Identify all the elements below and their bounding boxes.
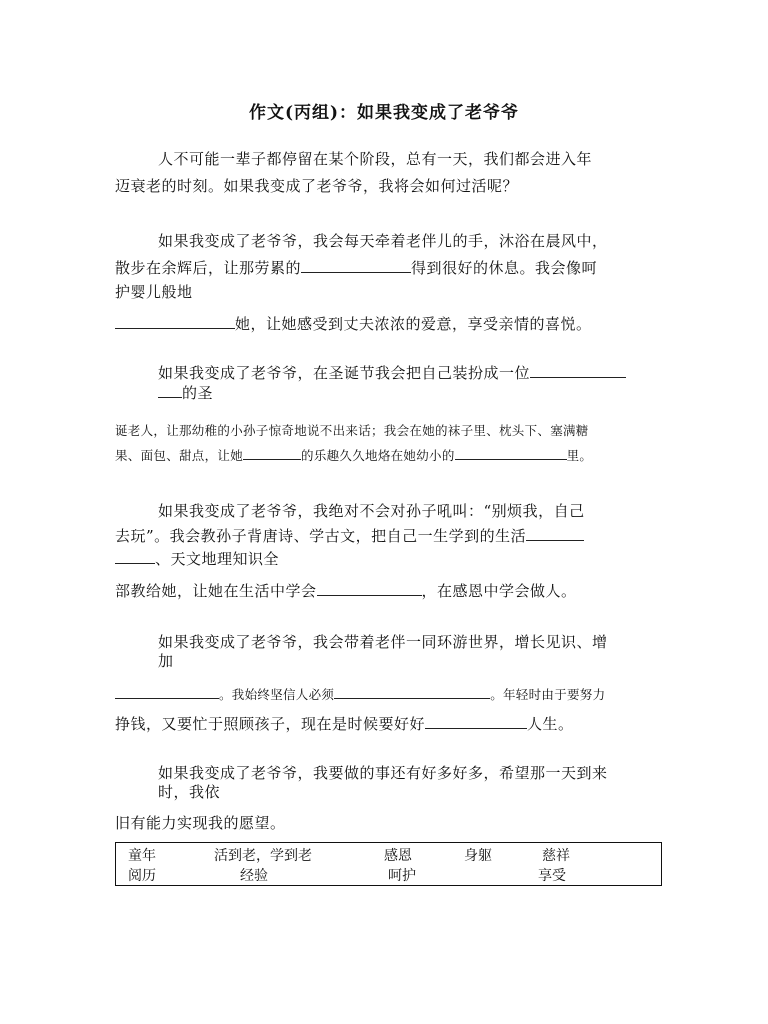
- word-bank-item: 活到老，学到老: [214, 848, 312, 864]
- fill-blank-6a[interactable]: [526, 526, 584, 541]
- p3-line-4: [115, 445, 592, 464]
- word-bank-item: 阅历: [128, 868, 156, 884]
- fill-blank-5[interactable]: [455, 445, 567, 460]
- p3-text-b: 的圣: [182, 384, 214, 402]
- p2-line-4: [115, 313, 592, 334]
- p4-line-4: [115, 580, 577, 601]
- p3-line-3: 诞老人，让那幼稚的小孙子惊奇地说不出来话；我会在她的袜子里、枕头下、塞满糖: [115, 423, 589, 438]
- p6-line-1: 如果我变成了老爷爷，我要做的事还有好多好多，希望那一天到来: [158, 764, 608, 782]
- p4-text-a: 去玩”。我会教孙子背唐诗、学古文，把自己一生学到的生活: [115, 527, 527, 545]
- p4-line-1: 如果我变成了老爷爷，我绝对不会对孙子吼叫：“别烦我，自己: [158, 502, 585, 520]
- p3-line-1: [158, 362, 626, 383]
- p5-line-3: [115, 684, 605, 703]
- p5-line-4: [115, 713, 574, 734]
- fill-blank-7[interactable]: [317, 581, 422, 596]
- p5-text-c: 挣钱，又要忙于照顾孩子，现在是时候要好好: [115, 715, 426, 733]
- word-bank-item: 身躯: [464, 848, 492, 864]
- p5-text-b: 。年轻时由于要努力: [490, 687, 606, 702]
- word-bank-item: 经验: [240, 868, 268, 884]
- fill-blank-8[interactable]: [115, 684, 219, 699]
- p4-line-3: [115, 548, 279, 569]
- p2-line-1: 如果我变成了老爷爷，我会每天牵着老伴儿的手，沐浴在晨风中，: [158, 232, 608, 250]
- p5-text-a: 。我始终坚信人必须: [219, 687, 335, 702]
- word-bank-item: 享受: [538, 868, 566, 884]
- p4-text-b: 、天文地理知识全: [155, 550, 280, 568]
- p5-text-d: 人生。: [527, 715, 574, 733]
- word-bank-item: 童年: [128, 848, 156, 864]
- p6-line-3: 旧有能力实现我的愿望。: [115, 814, 286, 832]
- fill-blank-3a[interactable]: [530, 363, 626, 378]
- fill-blank-4[interactable]: [243, 445, 301, 460]
- fill-blank-1[interactable]: [301, 258, 411, 273]
- fill-blank-9[interactable]: [334, 684, 490, 699]
- p3-text-d: 的乐趣久久地烙在她幼小的: [301, 448, 455, 463]
- p3-line-2: [158, 382, 213, 403]
- p2-line-3: 护婴儿般地: [115, 283, 193, 301]
- p2-line-2: [115, 257, 597, 278]
- p3-text-c: 果、面包、甜点，让她: [115, 448, 244, 463]
- fill-blank-3b[interactable]: [158, 383, 182, 398]
- word-bank-item: 呵护: [388, 868, 416, 884]
- p2-text-c: 她，让她感受到丈夫浓浓的爱意，享受亲情的喜悦。: [235, 315, 592, 333]
- word-bank-item: 慈祥: [542, 848, 570, 864]
- p3-text-e: 里。: [566, 448, 593, 463]
- p4-line-2: [115, 525, 584, 546]
- p6-line-2: 时，我依: [158, 783, 221, 801]
- essay-title: 作文(丙组)：如果我变成了老爷爷: [248, 103, 520, 123]
- fill-blank-10[interactable]: [425, 714, 527, 729]
- word-bank-item: 感恩: [384, 848, 412, 864]
- p4-text-c: 部教给她，让她在生活中学会: [115, 582, 317, 600]
- p4-text-d: ，在感恩中学会做人。: [421, 582, 577, 600]
- p1-line-2: 迈衰老的时刻。如果我变成了老爷爷，我将会如何过活呢？: [115, 177, 519, 195]
- word-bank-box: [115, 842, 662, 886]
- p5-line-2: 加: [158, 652, 174, 670]
- p1-line-1: 人不可能一辈子都停留在某个阶段，总有一天，我们都会进入年: [158, 150, 593, 168]
- fill-blank-6b[interactable]: [115, 549, 155, 564]
- p2-text-b: 得到很好的休息。我会像呵: [411, 259, 598, 277]
- p2-text-a: 散步在余辉后，让那劳累的: [115, 259, 302, 277]
- p5-line-1: 如果我变成了老爷爷，我会带着老伴一同环游世界，增长见识、增: [158, 633, 608, 651]
- fill-blank-2[interactable]: [115, 314, 235, 329]
- p3-text-a: 如果我变成了老爷爷，在圣诞节我会把自己装扮成一位: [158, 364, 531, 382]
